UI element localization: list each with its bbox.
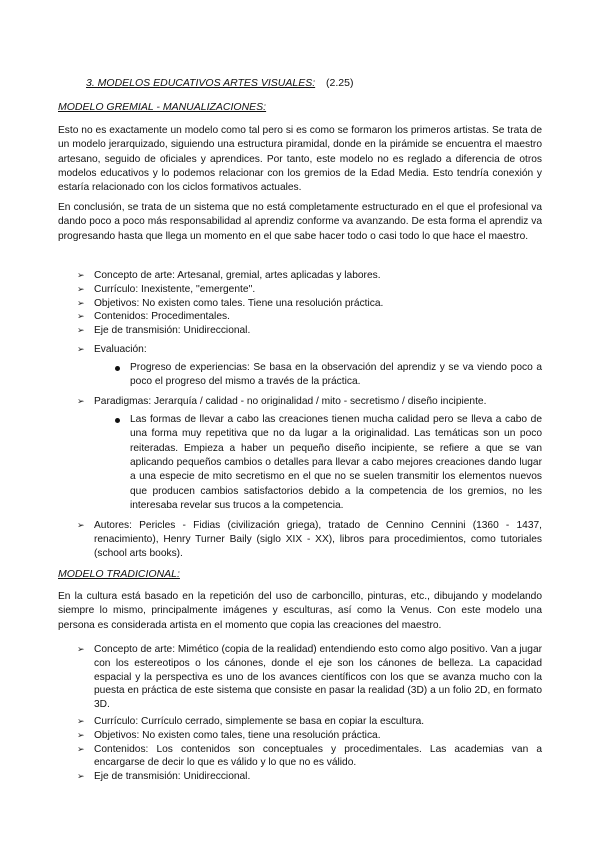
list-item: ➢ Concepto de arte: Mimético (copia de la realidad) entendiendo esto como algo positivo. Van a jugar con los estereotipos o los cánones, donde el eje son los cánones de belleza. La capacidad espacial y la perspectiva es uno de los avances científicos con los que se avanza mucho con la puesta en práctica de este sistema que consiste en pasar la realidad (3D) a un folio 2D, en formato 3D. xyxy=(77,644,542,711)
tradicional-paragraph-1: En la cultura está basado en la repetición del uso de carboncillo, pinturas, etc., dibujando y modelando siempre lo mismo, principalmente imágenes y esculturas, así como la Venus. Con este modelo una persona es considerada artista en el momento que copia las creaciones del maestro. xyxy=(58,591,542,631)
list-item: ➢ Eje de transmisión: Unidireccional. xyxy=(77,771,251,783)
list-item: ➢ Paradigmas: Jerarquía / calidad - no originalidad / mito - secretismo / diseño incipiente. Las formas de llevar a cabo las creaciones tienen mucha calidad pero se lleva a cabo de una forma muy repetitiva que no da lugar a la originalidad. Las temáticas son un poco reiteradas. Empieza a haber un pequeño diseño incipiente, se refiere a que se van aplicando pequeños cambios o detalles para llevar a cabo mejores creaciones dando lugar a una especie de mito secretismo en el que no se suelen transmitir los elementos nuevos que producen cambios satisfactorios debido a la competencia de los gremios, no les interesaba revelar sus trucos a la competencia. xyxy=(58,395,542,513)
list-item: ➢ Contenidos: Los contenidos son conceptuales y procedimentales. Las academias van a encargarse de decir lo que es válido y lo que no es válido. xyxy=(77,743,542,769)
section-heading xyxy=(86,77,353,89)
list-item: ➢ Eje de transmisión: Unidireccional. xyxy=(77,325,251,337)
list-item: ➢ Objetivos: No existen como tales, tiene una resolución práctica. xyxy=(77,729,381,741)
sub-list-item: Progreso de experiencias: Se basa en la observación del aprendiz y se va viendo poco a poco el progreso del mismo a través de la práctica. xyxy=(58,361,542,390)
arrow-bullet-icon: ➢ xyxy=(77,729,85,740)
arrow-bullet-icon: ➢ xyxy=(77,520,85,531)
paradigmas-sublist xyxy=(58,413,542,513)
gremial-paragraph-1: Esto no es exactamente un modelo como tal pero si es como se formaron los primeros artistas. Se trata de un modelo jerarquizado, siguiendo una estructura piramidal, donde en la pirámide se encuentra el maestro artesano, seguido de oficiales y aprendices. Por tanto, este modelo no es reglado a diferencia de otros modelos educativos y lo podemos relacionar con los gremios de la Edad Media. Esto tendría conexión y estaría relacionado con los ciclos formativos actuales. xyxy=(58,125,542,194)
list-item: ➢ Contenidos: Procedimentales. xyxy=(77,311,230,323)
arrow-bullet-icon: ➢ xyxy=(77,297,85,308)
arrow-bullet-icon: ➢ xyxy=(77,715,85,726)
list-item: ➢ Autores: Pericles - Fidias (civilización griega), tratado de Cennino Cennini (1360 - 1437, renacimiento), Henry Turner Baily (siglo XIX - XX), libros para procedimientos, como tutoriales (school arts books). xyxy=(77,520,542,559)
arrow-bullet-icon: ➢ xyxy=(77,396,85,407)
gremial-list xyxy=(58,269,542,561)
gremial-heading: MODELO GREMIAL - MANUALIZACIONES: xyxy=(58,101,267,113)
arrow-bullet-icon: ➢ xyxy=(77,644,85,654)
sub-list-item: Las formas de llevar a cabo las creaciones tienen mucha calidad pero se lleva a cabo de una forma muy repetitiva que no da lugar a la originalidad. Las temáticas son un poco reiteradas. Empieza a haber un pequeño diseño incipiente, se refiere a que se van aplicando pequeños cambios o detalles para llevar a cabo mejores creaciones dando lugar a una especie de mito secretismo en el que no se suelen transmitir los elementos nuevos que producen cambios satisfactorios debido a la competencia de los gremios, no les interesaba revelar sus trucos a la competencia. xyxy=(58,413,542,513)
tradicional-heading: MODELO TRADICIONAL: xyxy=(58,568,180,580)
list-item: ➢ Evaluación: Progreso de experiencias: Se basa en la observación del aprendiz y se va viendo poco a poco el progreso del mismo a través de la práctica. xyxy=(58,343,542,389)
tradicional-list xyxy=(58,643,542,784)
arrow-bullet-icon: ➢ xyxy=(77,311,85,322)
list-item: ➢ Concepto de arte: Artesanal, gremial, artes aplicadas y labores. xyxy=(77,270,381,281)
arrow-bullet-icon: ➢ xyxy=(77,343,85,354)
list-item: ➢ Objetivos: No existen como tales. Tiene una resolución práctica. xyxy=(77,297,384,309)
gremial-paragraph-2: En conclusión, se trata de un sistema que no está completamente estructurado en el que el profesional va dando poco a poco más responsabilidad al aprendiz conforme va avanzando. De esta forma el aprendiz va progresando hasta que llega un momento en el que sabe hacer todo o casi todo lo que hace el maestro. xyxy=(58,202,542,242)
evaluacion-sublist xyxy=(58,361,542,390)
dot-bullet-icon xyxy=(115,418,120,423)
arrow-bullet-icon: ➢ xyxy=(77,325,85,336)
list-item: ➢ Currículo: Inexistente, ''emergente''. xyxy=(77,283,256,295)
section-title: 3. MODELOS EDUCATIVOS ARTES VISUALES: xyxy=(86,77,316,89)
arrow-bullet-icon: ➢ xyxy=(77,283,85,294)
arrow-bullet-icon: ➢ xyxy=(77,771,85,782)
dot-bullet-icon xyxy=(115,366,120,371)
section-score: (2.25) xyxy=(326,77,354,89)
arrow-bullet-icon: ➢ xyxy=(77,270,85,280)
list-item: ➢ Currículo: Currículo cerrado, simplemente se basa en copiar la escultura. xyxy=(77,715,425,727)
arrow-bullet-icon: ➢ xyxy=(77,743,85,754)
